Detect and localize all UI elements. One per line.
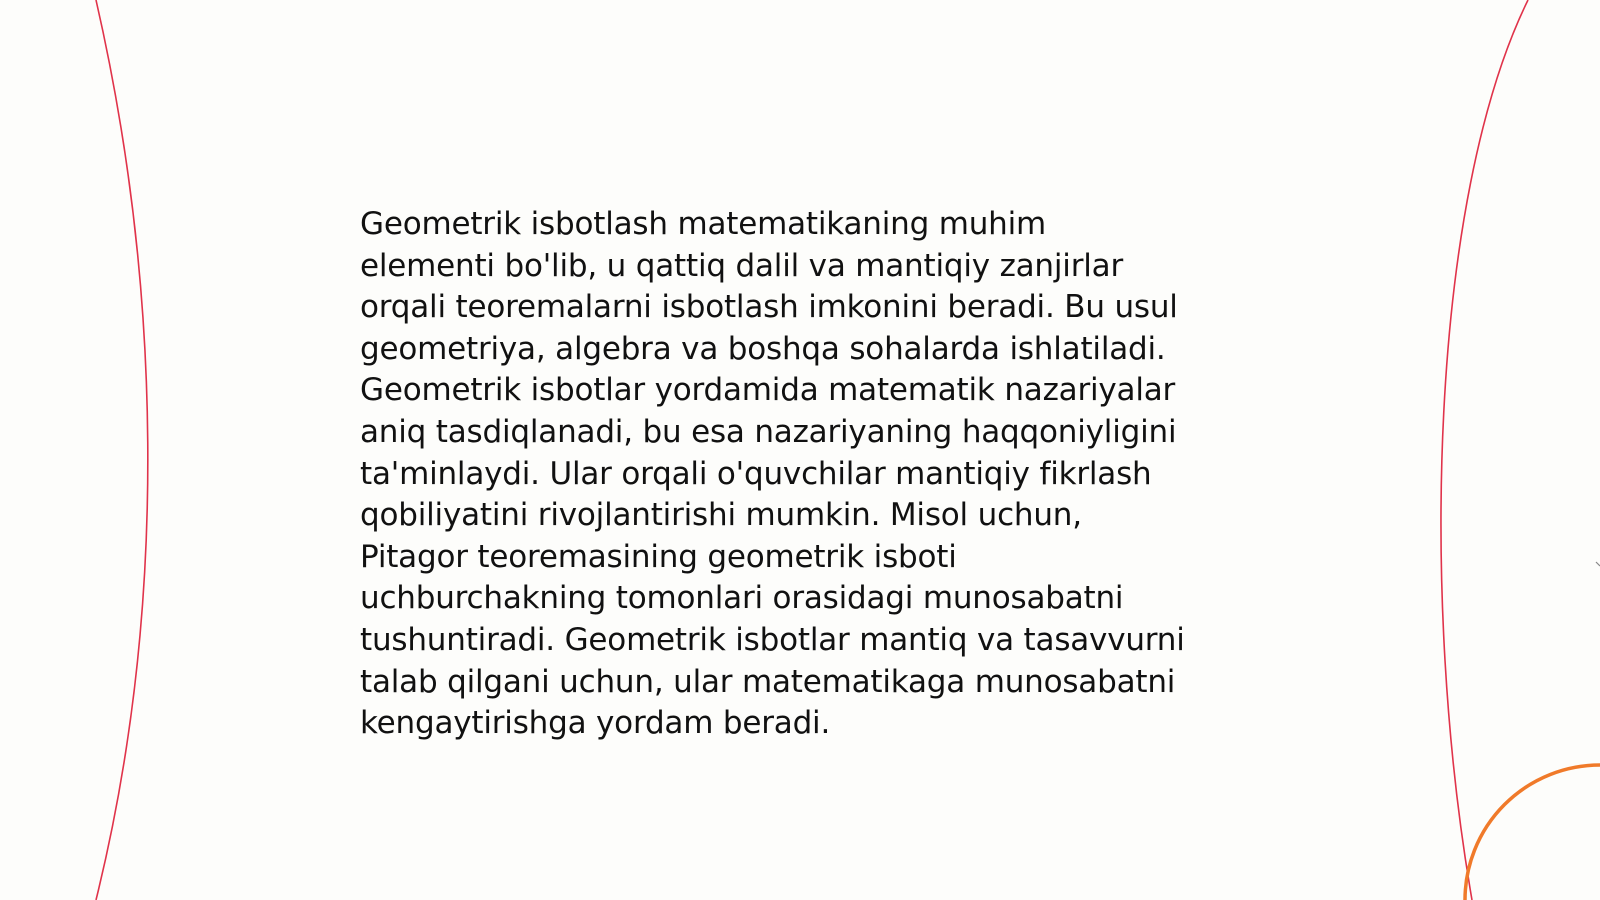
- paragraph-line-5: Geometrik isbotlar yordamida matematik nazariyalar: [360, 372, 1176, 409]
- paragraph-line-9: Pitagor teoremasining geometrik isboti: [360, 538, 957, 575]
- orange-circle-arc: [1465, 765, 1600, 900]
- paragraph-line-13: kengaytirishga yordam beradi.: [360, 705, 831, 742]
- small-tick-mark: [1596, 562, 1600, 566]
- left-red-curve: [96, 0, 148, 900]
- paragraph-line-4: geometriya, algebra va boshqa sohalarda ishlatiladi.: [360, 330, 1166, 367]
- paragraph-line-12: talab qilgani uchun, ular matematikaga munosabatni: [360, 663, 1176, 700]
- paragraph-line-8: qobiliyatini rivojlantirishi mumkin. Misol uchun,: [360, 497, 1082, 534]
- paragraph-line-11: tushuntiradi. Geometrik isbotlar mantiq va tasavvurni: [360, 621, 1185, 658]
- paragraph-line-3: orqali teoremalarni isbotlash imkonini beradi. Bu usul: [360, 289, 1178, 326]
- right-red-curve: [1441, 0, 1528, 900]
- paragraph-line-10: uchburchakning tomonlari orasidagi munosabatni: [360, 580, 1124, 617]
- paragraph-line-1: Geometrik isbotlash matematikaning muhim: [360, 206, 1047, 242]
- paragraph-line-6: aniq tasdiqlanadi, bu esa nazariyaning haqqoniyligini: [360, 413, 1177, 450]
- paragraph-line-7: ta'minlaydi. Ular orqali o'quvchilar mantiqiy fikrlash: [360, 455, 1152, 492]
- paragraph-line-2: elementi bo'lib, u qattiq dalil va mantiqiy zanjirlar: [360, 247, 1124, 284]
- body-paragraph: [360, 204, 1260, 745]
